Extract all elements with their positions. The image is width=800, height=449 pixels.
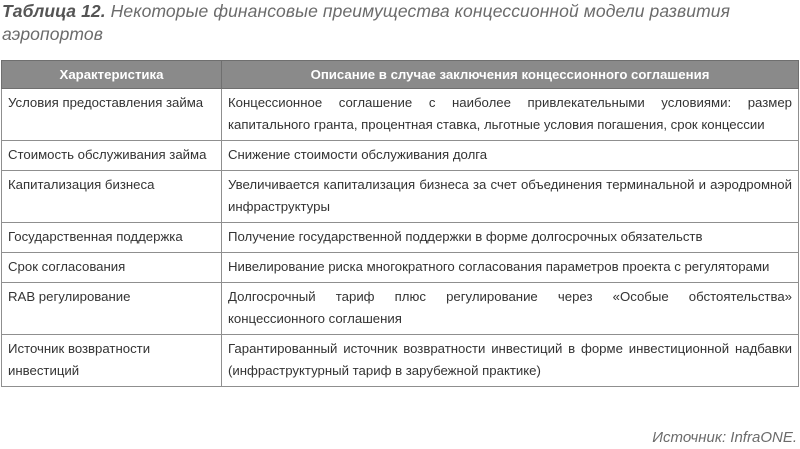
description-cell: Снижение стоимости обслуживания долга [222,141,799,171]
characteristic-cell: Условия предоставления займа [2,89,222,141]
table-row [2,89,799,141]
table-row [2,283,799,335]
description-cell: Гарантированный источник возвратности инвестиций в форме инвестиционной надбавки (инфраструктурный тариф в зарубежной практике) [222,335,799,387]
benefits-table [1,60,799,387]
header-characteristic: Характеристика [2,61,222,89]
description-cell: Концессионное соглашение с наиболее привлекательными условиями: размер капитального гранта, процентная ставка, льготные условия погашения, срок концессии [222,89,799,141]
description-cell: Увеличивается капитализация бизнеса за счет объединения терминальной и аэродромной инфраструктуры [222,171,799,223]
characteristic-cell: Срок согласования [2,253,222,283]
caption-text: Некоторые финансовые преимущества концессионной модели развития аэропортов [2,1,731,44]
characteristic-cell: Источник возвратности инвестиций [2,335,222,387]
caption-label: Таблица 12. [2,1,106,21]
header-description: Описание в случае заключения концессионного соглашения [222,61,799,89]
description-cell: Получение государственной поддержки в форме долгосрочных обязательств [222,223,799,253]
table-caption [2,0,792,46]
description-cell: Долгосрочный тариф плюс регулирование через «Особые обстоятельства» концессионного соглашения [222,283,799,335]
table-row [2,171,799,223]
table-row [2,141,799,171]
table-row [2,253,799,283]
source-note: Источник: InfraONE. [652,429,797,446]
description-cell: Нивелирование риска многократного согласования параметров проекта с регуляторами [222,253,799,283]
table-row [2,335,799,387]
characteristic-cell: Государственная поддержка [2,223,222,253]
table-row [2,223,799,253]
table-header-row [2,61,799,89]
characteristic-cell: Капитализация бизнеса [2,171,222,223]
characteristic-cell: Стоимость обслуживания займа [2,141,222,171]
characteristic-cell: RAB регулирование [2,283,222,335]
